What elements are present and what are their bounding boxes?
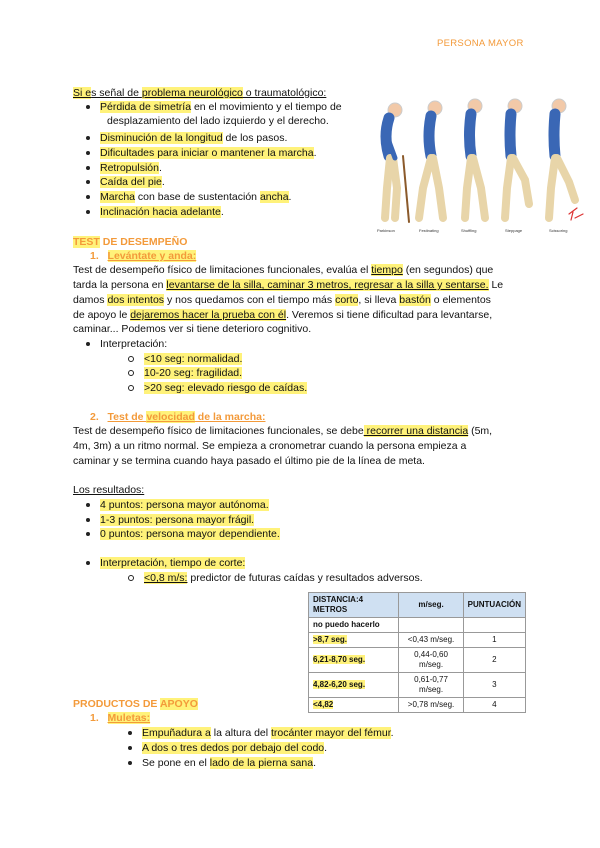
list-item: A dos o tres dedos por debajo del codo. — [128, 741, 327, 755]
list-item: Retropulsión. — [86, 161, 162, 175]
list-item: Marcha con base de sustentación ancha. — [86, 190, 291, 204]
section-title: PRODUCTOS DE APOYO — [73, 698, 198, 710]
sub-list-item: 10-20 seg: fragilidad. — [128, 366, 242, 380]
intro-highlight: problema neurológico — [141, 87, 243, 99]
paragraph-line: tarda la persona en levantarse de la silla, caminar 3 metros, regresar a la silla y sentarse. Le — [73, 279, 504, 291]
intro-text: Si e — [73, 87, 92, 99]
bullet-icon — [86, 532, 90, 536]
bullet-icon — [86, 136, 90, 140]
table-row: <4,82 >0,78 m/seg. 4 — [309, 698, 526, 713]
bullet-icon — [86, 518, 90, 522]
walker-figure — [549, 99, 583, 220]
bullet-icon — [86, 151, 90, 155]
score-table — [308, 592, 526, 713]
figure-label: Parkinson — [377, 228, 395, 233]
table-row: no puedo hacerlo — [309, 618, 526, 633]
paragraph-line: Test de desempeño físico de limitaciones funcionales, se debe recorrer una distancia (5m, — [73, 425, 493, 437]
bullet-icon — [86, 561, 90, 565]
list-item: desplazamiento del lado izquierdo y el derecho. — [107, 115, 329, 127]
figure-label: Festinating — [419, 228, 439, 233]
list-item: Pérdida de simetría en el movimiento y el tiempo de — [86, 100, 342, 114]
intro-text: o traumatológico: — [242, 87, 327, 99]
figure-label: Scissoring — [549, 228, 568, 233]
bullet-icon — [86, 503, 90, 507]
sub-list-item: <10 seg: normalidad. — [128, 352, 242, 366]
table-header: DISTANCIA:4 METROS — [309, 593, 399, 618]
walker-figure — [419, 101, 443, 218]
section-title: TEST DE DESEMPEÑO — [73, 236, 188, 248]
paragraph-line: Test de desempeño físico de limitaciones funcionales, evalúa el tiempo (en segundos) que — [73, 264, 494, 276]
list-item: Se pone en el lado de la pierna sana. — [128, 756, 316, 770]
subsection-title: 1. Muletas: — [90, 712, 151, 724]
list-item: 0 puntos: persona mayor dependiente. — [86, 527, 280, 541]
bullet-icon — [86, 105, 90, 109]
paragraph-line: caminar... Podemos ver si tiene deterioro cognitivo. — [73, 323, 312, 335]
circle-bullet-icon — [128, 385, 134, 391]
bullet-icon — [128, 761, 132, 765]
list-item: Interpretación: — [86, 337, 167, 351]
page-header: PERSONA MAYOR — [437, 38, 524, 49]
list-item: Inclinación hacia adelante. — [86, 205, 224, 219]
walker-figure — [505, 99, 529, 218]
circle-bullet-icon — [128, 575, 134, 581]
list-item: Disminución de la longitud de los pasos. — [86, 131, 287, 145]
list-item: Empuñadura a la altura del trocánter mayor del fémur. — [128, 726, 394, 740]
bullet-icon — [86, 195, 90, 199]
paragraph-line: damos dos intentos y nos quedamos con el tiempo más corto, si lleva bastón o elementos — [73, 294, 491, 306]
circle-bullet-icon — [128, 370, 134, 376]
figure-label: Shuffling — [461, 228, 477, 233]
paragraph-line: caminar y se termina cuando haya pasado el último pie de la línea de meta. — [73, 455, 425, 467]
list-item: 1-3 puntos: persona mayor frágil. — [86, 513, 254, 527]
bullet-icon — [86, 166, 90, 170]
bullet-icon — [128, 746, 132, 750]
bullet-icon — [86, 180, 90, 184]
intro-text: s señal de — [91, 87, 142, 99]
bullet-icon — [86, 210, 90, 214]
figure-label: Steppage — [505, 228, 523, 233]
circle-bullet-icon — [128, 356, 134, 362]
gait-illustration — [373, 96, 588, 236]
paragraph-line: de apoyo le dejaremos hacer la prueba con él. Veremos si tiene dificultad para levantarse, — [73, 309, 493, 321]
list-item: Caída del pie. — [86, 175, 165, 189]
list-item: 4 puntos: persona mayor autónoma. — [86, 498, 269, 512]
walker-figure — [465, 99, 485, 218]
bullet-icon — [128, 731, 132, 735]
intro-line — [73, 86, 326, 100]
subsection-title: 1. Levántate y anda: — [90, 250, 197, 262]
list-item: Interpretación, tiempo de corte: — [86, 556, 245, 570]
paragraph-line: 4m, 3m) a un ritmo normal. Se empieza a cronometrar cuando la persona empieza a — [73, 440, 467, 452]
list-item: Dificultades para iniciar o mantener la marcha. — [86, 146, 317, 160]
bullet-icon — [86, 342, 90, 346]
table-header: m/seg. — [399, 593, 463, 618]
walker-figure — [385, 103, 409, 222]
sub-list-item: <0,8 m/s: predictor de futuras caídas y resultados adversos. — [128, 571, 423, 585]
table-header: PUNTUACIÓN — [463, 593, 525, 618]
table-row: 4,82-6,20 seg. 0,61-0,77 m/seg. 3 — [309, 673, 526, 698]
sub-list-item: >20 seg: elevado riesgo de caídas. — [128, 381, 307, 395]
table-row: >8,7 seg. <0,43 m/seg. 1 — [309, 633, 526, 648]
results-title: Los resultados: — [73, 484, 145, 496]
table-row: 6,21-8,70 seg. 0,44-0,60 m/seg. 2 — [309, 648, 526, 673]
subsection-title: 2. Test de velocidad de la marcha: — [90, 411, 266, 423]
